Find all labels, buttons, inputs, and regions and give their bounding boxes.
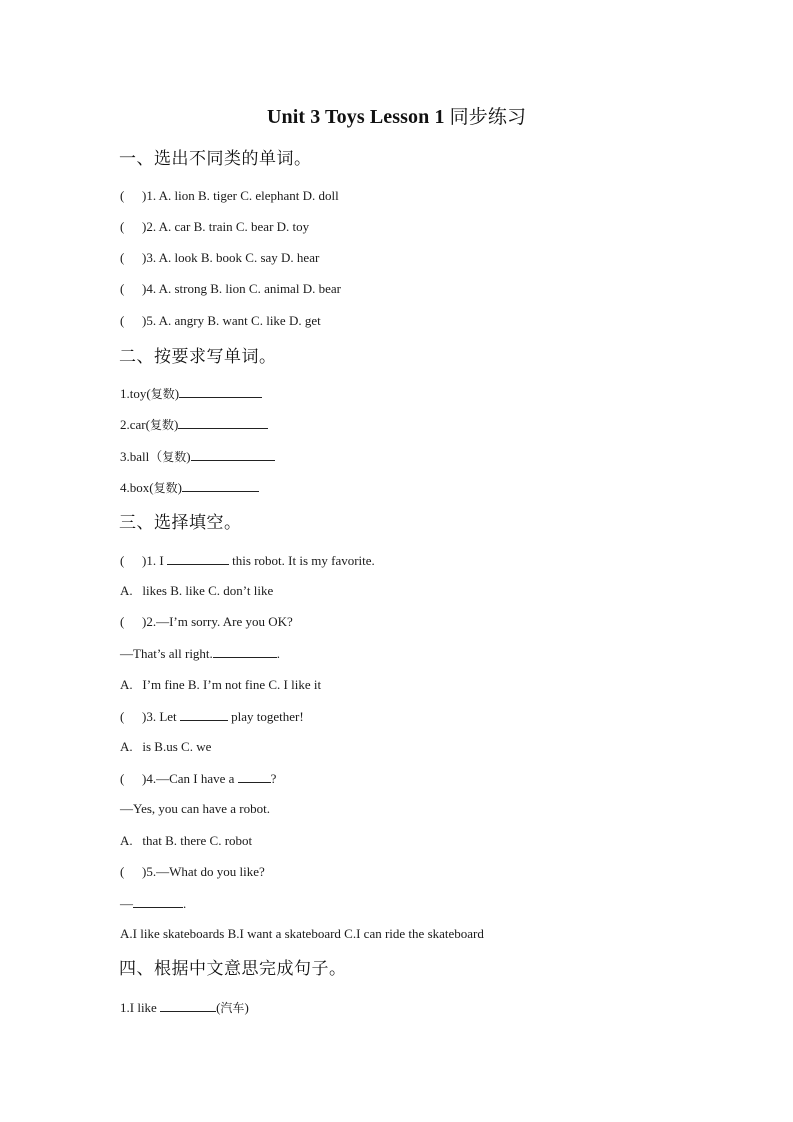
section-2-item-2: 2.car(复数) <box>120 416 268 433</box>
section-4-item-1: 1.I like (汽车) <box>120 1000 249 1015</box>
answer-blank[interactable] <box>238 770 271 783</box>
section-3-question-2-reply: —That’s all right. . <box>120 646 281 661</box>
section-3-question-5: ( )5.—What do you like? <box>120 864 265 879</box>
section-3-question-2-options: A. I’m fine B. I’m not fine C. I like it <box>120 677 322 692</box>
section-3-heading: 三、选择填空。 <box>119 513 242 533</box>
section-3-question-4-reply: —Yes, you can have a robot. <box>120 801 270 816</box>
answer-blank[interactable] <box>178 416 268 429</box>
section-3-question-5-reply: — . <box>120 896 187 911</box>
section-2-item-1: 1.toy(复数) <box>120 385 262 402</box>
answer-blank[interactable] <box>179 385 262 398</box>
answer-blank[interactable] <box>191 448 275 461</box>
title-english: Unit 3 Toys Lesson 1 <box>266 106 450 128</box>
section-4-heading: 四、根据中文意思完成句子。 <box>119 959 347 979</box>
section-3-question-4-options: A. that B. there C. robot <box>120 833 253 848</box>
section-3-question-3-options: A. is B.us C. we <box>120 739 212 754</box>
section-1-question-4: ( )4. A. strong B. lion C. animal D. bear <box>120 281 341 296</box>
section-3-question-4: ( )4.—Can I have a ? <box>120 771 277 786</box>
answer-blank[interactable] <box>167 552 229 565</box>
answer-blank[interactable] <box>180 708 228 721</box>
section-1-question-1: ( )1. A. lion B. tiger C. elephant D. doll <box>120 188 339 203</box>
section-2-heading: 二、按要求写单词。 <box>119 347 277 367</box>
section-3-question-2: ( )2.—I’m sorry. Are you OK? <box>120 614 293 629</box>
answer-blank[interactable] <box>213 645 277 658</box>
section-3-question-1: ( )1. I this robot. It is my favorite. <box>120 553 375 568</box>
section-1-heading: 一、选出不同类的单词。 <box>119 149 312 169</box>
section-1-question-5: ( )5. A. angry B. want C. like D. get <box>120 313 321 328</box>
section-2-item-4: 4.box(复数) <box>120 479 259 496</box>
answer-blank[interactable] <box>133 895 183 908</box>
section-3-question-1-options: A. likes B. like C. don’t like <box>120 583 274 598</box>
page-title <box>0 104 793 130</box>
title-chinese: 同步练习 <box>449 106 527 128</box>
section-1-question-2: ( )2. A. car B. train C. bear D. toy <box>120 219 310 234</box>
answer-blank[interactable] <box>182 479 259 492</box>
section-3-question-5-options: A.I like skateboards B.I want a skateboard C.I can ride the skateboard <box>120 926 484 941</box>
section-3-question-3: ( )3. Let play together! <box>120 709 304 724</box>
section-1-question-3: ( )3. A. look B. book C. say D. hear <box>120 250 320 265</box>
answer-blank[interactable] <box>160 999 216 1012</box>
section-2-item-3: 3.ball（复数) <box>120 448 275 465</box>
